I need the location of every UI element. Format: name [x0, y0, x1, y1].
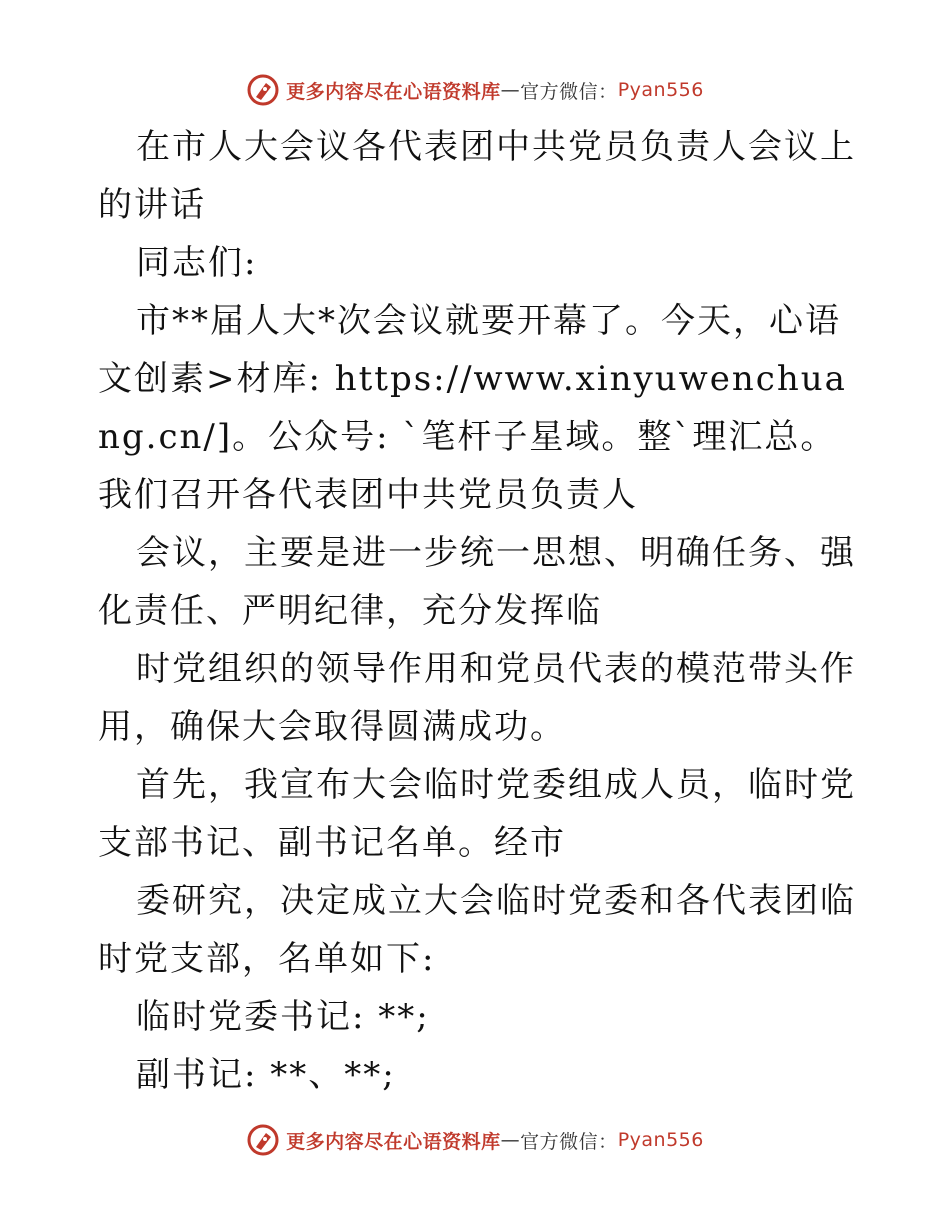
paragraph: 时党组织的领导作用和党员代表的模范带头作用，确保大会取得圆满成功。	[98, 649, 856, 747]
paragraph: 同志们:	[136, 243, 258, 283]
paragraph: 市**届人大*次会议就要开幕了。今天，心语文创素>材库: https://www.xinyuwenchuang.cn/]。公众号: `笔杆子星域。整`理汇总。我们召开各代表团中共党员负责人	[98, 301, 847, 515]
banner-lead-text: 更多内容尽在心语资料库	[286, 80, 501, 103]
header-banner	[0, 70, 950, 110]
banner-wechat-label: 官方微信：	[520, 80, 618, 103]
paragraph: 委研究，决定成立大会临时党委和各代表团临时党支部，名单如下:	[98, 881, 856, 979]
banner-wechat-handle: Pyan556	[617, 1129, 704, 1151]
document-title: 在市人大会议各代表团中共党员负责人会议上的讲话	[98, 127, 856, 225]
document-body	[98, 118, 858, 1104]
paragraph: 副书记: **、**;	[136, 1055, 396, 1095]
banner-lead-text: 更多内容尽在心语资料库	[286, 1130, 501, 1153]
pen-nib-logo-icon	[246, 73, 280, 107]
pen-nib-logo-icon	[246, 1123, 280, 1157]
banner-wechat-label: 官方微信：	[520, 1130, 618, 1153]
paragraph: 首先，我宣布大会临时党委组成人员，临时党支部书记、副书记名单。经市	[98, 765, 856, 863]
paragraph: 临时党委书记: **;	[136, 997, 430, 1037]
paragraph: 会议，主要是进一步统一思想、明确任务、强化责任、严明纪律，充分发挥临	[98, 533, 856, 631]
footer-banner	[0, 1120, 950, 1160]
banner-dash: —	[500, 79, 521, 101]
banner-dash: —	[500, 1129, 521, 1151]
banner-wechat-handle: Pyan556	[617, 79, 704, 101]
